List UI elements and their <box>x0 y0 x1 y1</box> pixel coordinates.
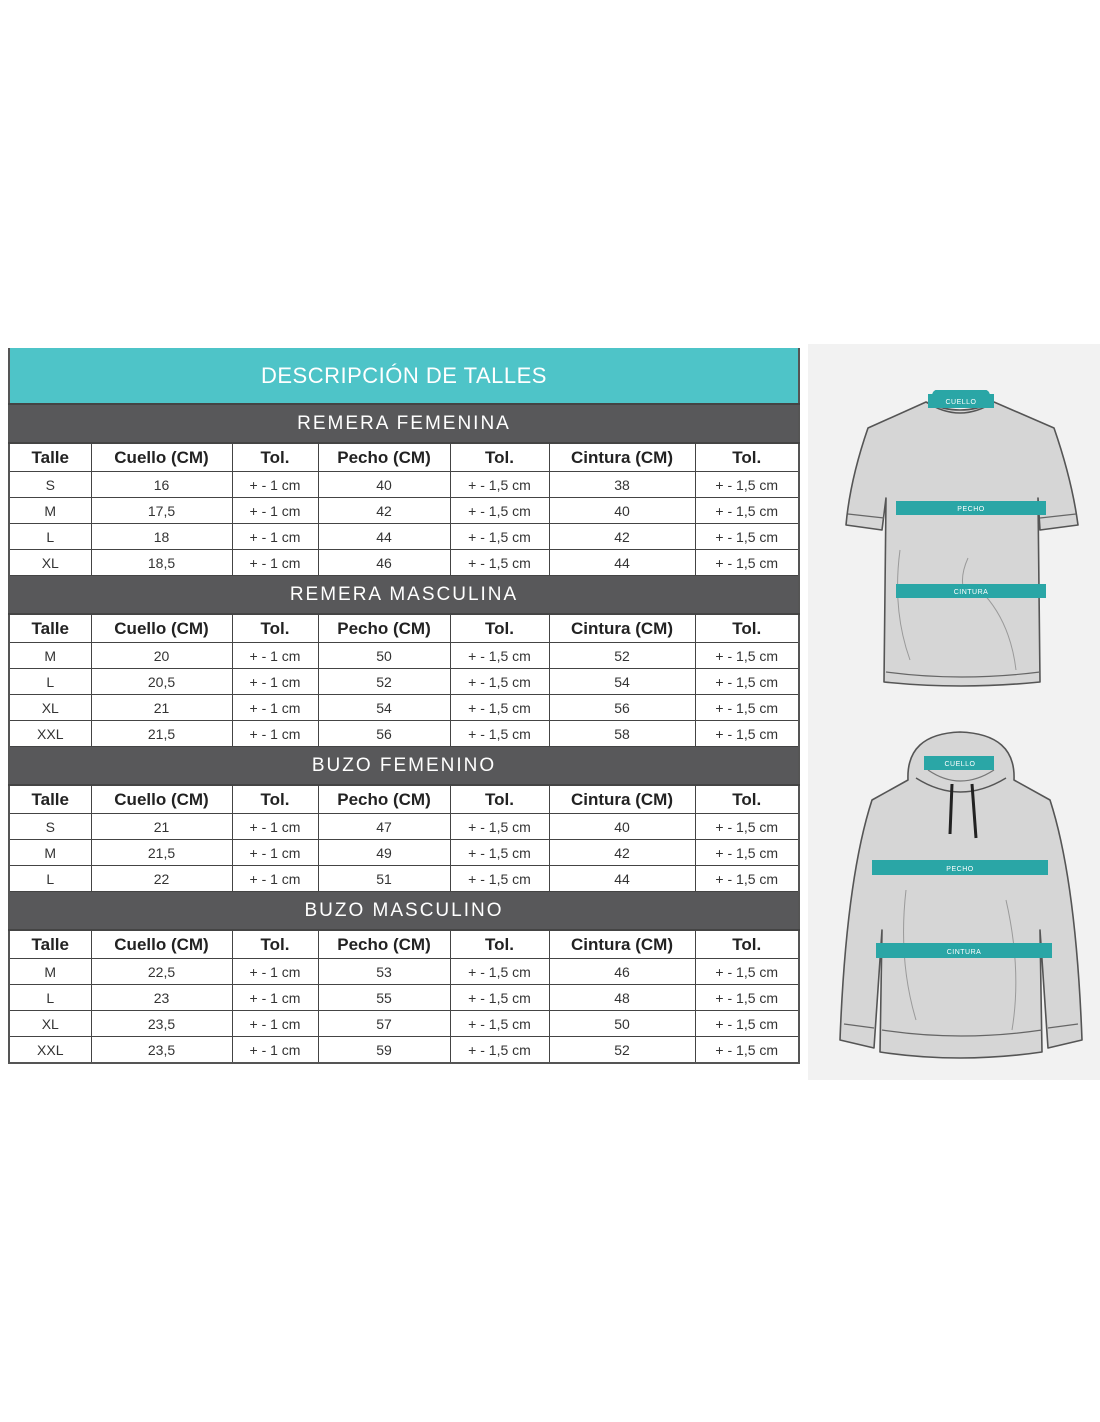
chart-title: DESCRIPCIÓN DE TALLES <box>9 349 799 405</box>
column-header-talle: Talle <box>9 785 91 814</box>
column-header-tol: Tol. <box>695 443 799 472</box>
section-buzo-masculino <box>9 892 799 931</box>
table-cell-tol: + - 1,5 cm <box>695 643 799 669</box>
table-cell-tol: + - 1 cm <box>232 643 318 669</box>
table-row <box>9 866 799 892</box>
section-title: REMERA FEMENINA <box>9 404 799 443</box>
table-cell-talle: XL <box>9 550 91 576</box>
table-cell-tol: + - 1,5 cm <box>695 695 799 721</box>
table-cell-talle: M <box>9 840 91 866</box>
table-cell-talle: XXL <box>9 1037 91 1064</box>
table-cell-talle: XL <box>9 1011 91 1037</box>
table-cell-cuello-cm: 17,5 <box>91 498 232 524</box>
table-cell-talle: S <box>9 472 91 498</box>
table-cell-cintura-cm: 56 <box>549 695 695 721</box>
table-cell-cintura-cm: 52 <box>549 1037 695 1064</box>
table-cell-pecho-cm: 42 <box>318 498 450 524</box>
table-cell-tol: + - 1,5 cm <box>450 840 549 866</box>
table-row <box>9 814 799 840</box>
tshirt-neck-label: CUELLO <box>945 399 977 406</box>
table-cell-cintura-cm: 40 <box>549 814 695 840</box>
column-header-cuello-cm: Cuello (CM) <box>91 785 232 814</box>
size-chart-table <box>8 348 800 1064</box>
table-cell-cuello-cm: 20,5 <box>91 669 232 695</box>
table-cell-talle: L <box>9 669 91 695</box>
column-header-talle: Talle <box>9 443 91 472</box>
column-header-cuello-cm: Cuello (CM) <box>91 614 232 643</box>
table-cell-cintura-cm: 44 <box>549 866 695 892</box>
table-cell-cintura-cm: 44 <box>549 550 695 576</box>
table-cell-tol: + - 1,5 cm <box>450 959 549 985</box>
table-cell-tol: + - 1 cm <box>232 866 318 892</box>
table-cell-talle: M <box>9 498 91 524</box>
table-cell-talle: L <box>9 985 91 1011</box>
column-header-tol: Tol. <box>232 614 318 643</box>
column-header-tol: Tol. <box>232 443 318 472</box>
section-title: BUZO MASCULINO <box>9 892 799 931</box>
table-cell-tol: + - 1 cm <box>232 1037 318 1064</box>
column-header-tol: Tol. <box>695 614 799 643</box>
table-cell-tol: + - 1,5 cm <box>450 643 549 669</box>
column-header-cintura-cm: Cintura (CM) <box>549 785 695 814</box>
table-cell-cuello-cm: 22 <box>91 866 232 892</box>
column-header-tol: Tol. <box>695 930 799 959</box>
table-cell-pecho-cm: 57 <box>318 1011 450 1037</box>
table-cell-pecho-cm: 55 <box>318 985 450 1011</box>
table-cell-cintura-cm: 40 <box>549 498 695 524</box>
column-header-talle: Talle <box>9 930 91 959</box>
table-cell-pecho-cm: 40 <box>318 472 450 498</box>
table-cell-tol: + - 1,5 cm <box>450 550 549 576</box>
table-cell-pecho-cm: 52 <box>318 669 450 695</box>
table-cell-tol: + - 1,5 cm <box>695 498 799 524</box>
table-cell-cintura-cm: 38 <box>549 472 695 498</box>
table-cell-tol: + - 1 cm <box>232 498 318 524</box>
column-header-row <box>9 785 799 814</box>
section-buzo-femenino <box>9 747 799 786</box>
table-cell-tol: + - 1,5 cm <box>450 472 549 498</box>
table-row <box>9 985 799 1011</box>
tshirt-chest-label: PECHO <box>957 506 985 513</box>
table-row <box>9 959 799 985</box>
table-cell-pecho-cm: 49 <box>318 840 450 866</box>
table-cell-tol: + - 1,5 cm <box>695 814 799 840</box>
table-row <box>9 524 799 550</box>
table-cell-tol: + - 1,5 cm <box>695 524 799 550</box>
table-cell-tol: + - 1,5 cm <box>450 669 549 695</box>
column-header-tol: Tol. <box>450 785 549 814</box>
table-cell-tol: + - 1 cm <box>232 1011 318 1037</box>
column-header-row <box>9 930 799 959</box>
table-row <box>9 1011 799 1037</box>
section-title: REMERA MASCULINA <box>9 576 799 615</box>
table-cell-tol: + - 1 cm <box>232 524 318 550</box>
table-cell-tol: + - 1 cm <box>232 472 318 498</box>
table-row <box>9 669 799 695</box>
table-cell-tol: + - 1 cm <box>232 721 318 747</box>
section-remera-femenina <box>9 404 799 443</box>
table-cell-talle: XXL <box>9 721 91 747</box>
column-header-tol: Tol. <box>232 930 318 959</box>
table-cell-tol: + - 1,5 cm <box>450 498 549 524</box>
table-cell-tol: + - 1,5 cm <box>695 669 799 695</box>
column-header-talle: Talle <box>9 614 91 643</box>
table-cell-tol: + - 1 cm <box>232 985 318 1011</box>
table-cell-tol: + - 1 cm <box>232 959 318 985</box>
column-header-row <box>9 614 799 643</box>
table-cell-cintura-cm: 48 <box>549 985 695 1011</box>
hoodie-waist-label: CINTURA <box>946 949 982 956</box>
table-cell-tol: + - 1,5 cm <box>695 959 799 985</box>
table-cell-talle: S <box>9 814 91 840</box>
table-row <box>9 1037 799 1064</box>
tshirt-body <box>846 402 1078 686</box>
table-cell-tol: + - 1 cm <box>232 840 318 866</box>
table-cell-pecho-cm: 50 <box>318 643 450 669</box>
table-cell-tol: + - 1,5 cm <box>695 866 799 892</box>
table-cell-talle: L <box>9 866 91 892</box>
table-cell-cintura-cm: 42 <box>549 524 695 550</box>
table-cell-talle: L <box>9 524 91 550</box>
column-header-tol: Tol. <box>450 930 549 959</box>
table-cell-tol: + - 1 cm <box>232 550 318 576</box>
table-cell-tol: + - 1,5 cm <box>450 695 549 721</box>
title-row <box>9 349 799 405</box>
table-cell-cuello-cm: 21 <box>91 814 232 840</box>
table-cell-cuello-cm: 18 <box>91 524 232 550</box>
table-cell-cuello-cm: 23,5 <box>91 1037 232 1064</box>
hoodie-chest-label: PECHO <box>946 866 974 873</box>
table-cell-tol: + - 1,5 cm <box>450 985 549 1011</box>
column-header-tol: Tol. <box>695 785 799 814</box>
table-cell-cuello-cm: 22,5 <box>91 959 232 985</box>
table-row <box>9 643 799 669</box>
table-cell-tol: + - 1,5 cm <box>450 814 549 840</box>
table-row <box>9 550 799 576</box>
table-cell-cuello-cm: 18,5 <box>91 550 232 576</box>
table-cell-pecho-cm: 47 <box>318 814 450 840</box>
table-cell-tol: + - 1,5 cm <box>695 985 799 1011</box>
column-header-tol: Tol. <box>232 785 318 814</box>
table-cell-tol: + - 1 cm <box>232 695 318 721</box>
table-cell-pecho-cm: 53 <box>318 959 450 985</box>
table-cell-tol: + - 1,5 cm <box>695 550 799 576</box>
table-cell-tol: + - 1,5 cm <box>695 1011 799 1037</box>
column-header-row <box>9 443 799 472</box>
table-cell-talle: M <box>9 959 91 985</box>
column-header-pecho-cm: Pecho (CM) <box>318 443 450 472</box>
table-cell-tol: + - 1,5 cm <box>450 866 549 892</box>
column-header-cintura-cm: Cintura (CM) <box>549 614 695 643</box>
table-row <box>9 840 799 866</box>
table-cell-tol: + - 1 cm <box>232 814 318 840</box>
column-header-cuello-cm: Cuello (CM) <box>91 443 232 472</box>
table-cell-tol: + - 1,5 cm <box>695 1037 799 1064</box>
table-cell-pecho-cm: 51 <box>318 866 450 892</box>
table-cell-pecho-cm: 44 <box>318 524 450 550</box>
table-cell-tol: + - 1,5 cm <box>695 840 799 866</box>
table-cell-cuello-cm: 23 <box>91 985 232 1011</box>
hoodie-neck-label: CUELLO <box>944 761 976 768</box>
table-cell-tol: + - 1,5 cm <box>450 1037 549 1064</box>
table-cell-talle: M <box>9 643 91 669</box>
table-cell-pecho-cm: 59 <box>318 1037 450 1064</box>
table-cell-pecho-cm: 46 <box>318 550 450 576</box>
table-cell-pecho-cm: 56 <box>318 721 450 747</box>
table-cell-cintura-cm: 58 <box>549 721 695 747</box>
table-cell-tol: + - 1,5 cm <box>450 524 549 550</box>
table-cell-cintura-cm: 46 <box>549 959 695 985</box>
column-header-cuello-cm: Cuello (CM) <box>91 930 232 959</box>
table-cell-cuello-cm: 21,5 <box>91 840 232 866</box>
table-cell-cuello-cm: 16 <box>91 472 232 498</box>
table-cell-pecho-cm: 54 <box>318 695 450 721</box>
column-header-tol: Tol. <box>450 443 549 472</box>
table-cell-cuello-cm: 21 <box>91 695 232 721</box>
hoodie-illustration <box>836 730 1086 1070</box>
table-cell-tol: + - 1,5 cm <box>695 472 799 498</box>
table-cell-cuello-cm: 21,5 <box>91 721 232 747</box>
column-header-tol: Tol. <box>450 614 549 643</box>
section-title: BUZO FEMENINO <box>9 747 799 786</box>
table-cell-tol: + - 1,5 cm <box>450 1011 549 1037</box>
column-header-cintura-cm: Cintura (CM) <box>549 443 695 472</box>
table-row <box>9 498 799 524</box>
table-row <box>9 695 799 721</box>
tshirt-waist-label: CINTURA <box>953 589 989 596</box>
table-cell-cintura-cm: 54 <box>549 669 695 695</box>
table-cell-tol: + - 1 cm <box>232 669 318 695</box>
table-row <box>9 472 799 498</box>
column-header-pecho-cm: Pecho (CM) <box>318 614 450 643</box>
section-remera-masculina <box>9 576 799 615</box>
table-cell-cuello-cm: 23,5 <box>91 1011 232 1037</box>
column-header-pecho-cm: Pecho (CM) <box>318 930 450 959</box>
column-header-cintura-cm: Cintura (CM) <box>549 930 695 959</box>
table-cell-cintura-cm: 50 <box>549 1011 695 1037</box>
table-cell-tol: + - 1,5 cm <box>695 721 799 747</box>
tshirt-illustration <box>840 390 1080 690</box>
table-cell-cintura-cm: 52 <box>549 643 695 669</box>
table-cell-cintura-cm: 42 <box>549 840 695 866</box>
table-cell-talle: XL <box>9 695 91 721</box>
column-header-pecho-cm: Pecho (CM) <box>318 785 450 814</box>
table-cell-cuello-cm: 20 <box>91 643 232 669</box>
table-row <box>9 721 799 747</box>
table-cell-tol: + - 1,5 cm <box>450 721 549 747</box>
